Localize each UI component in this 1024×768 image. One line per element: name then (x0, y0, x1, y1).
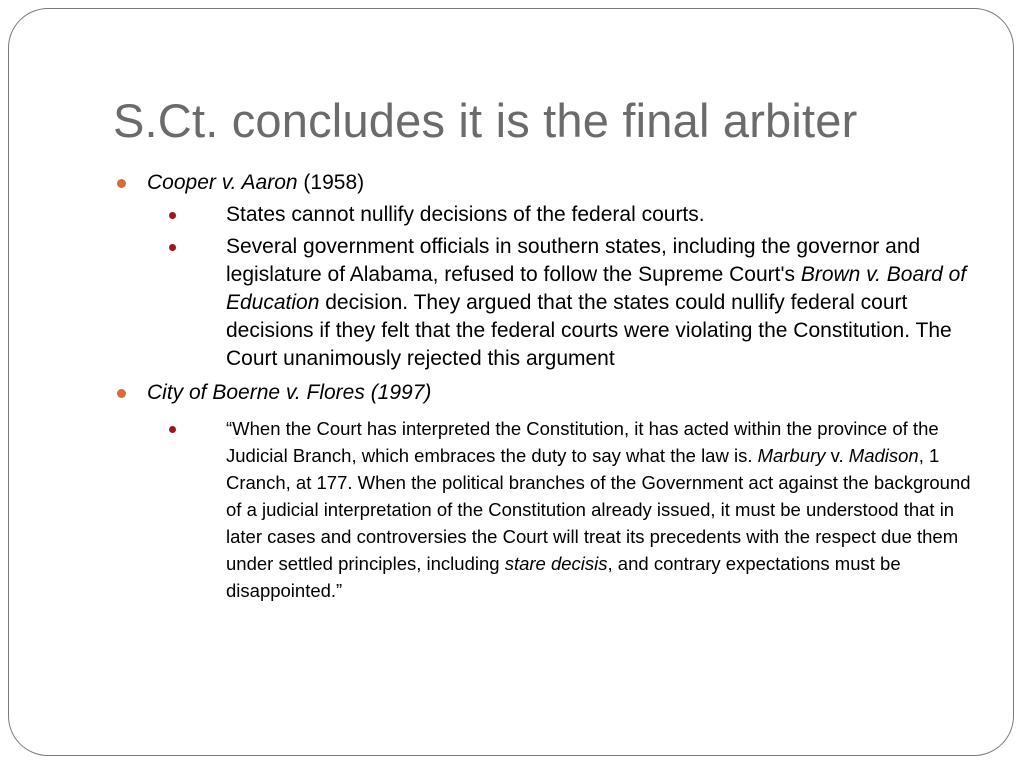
case-points (147, 415, 973, 604)
slide-title: S.Ct. concludes it is the final arbiter (113, 94, 858, 147)
case-name: Cooper v. Aaron (1958) (147, 171, 365, 194)
sub-bullet-dot-icon (169, 244, 176, 251)
case-name: City of Boerne v. Flores (1997) (147, 381, 432, 404)
bullet-dot-icon (117, 179, 126, 188)
bullet-dot-icon (117, 389, 126, 398)
case-point-text: Several government officials in southern states, including the governor and legislature of Alabama, refused to follow the Supreme Court's Brown v. Board of Education decision. They argued that the states could nullify federal court decisions if they felt that the federal courts were violating the Constitution. The Court unanimously rejected this argument (226, 235, 967, 370)
case-points (147, 201, 973, 373)
slide-frame (8, 8, 1014, 756)
case-point-text: States cannot nullify decisions of the federal courts. (226, 203, 705, 226)
sub-bullet-dot-icon (169, 426, 176, 433)
slide-content (113, 169, 973, 608)
case-cooper-v-aaron (113, 169, 973, 373)
case-city-of-boerne-v-flores (113, 379, 973, 604)
case-quote-text: “When the Court has interpreted the Constitution, it has acted within the province of the Judicial Branch, which embraces the duty to say what the law is. Marbury v. Madison, 1 Cranch, at 177. When the political branches of the Government act against the background of a judicial interpretation of the Constitution already issued, it must be understood that in later cases and controversies the Court will treat its precedents with the respect due them under settled principles, including stare decisis, and contrary expectations must be disappointed.” (226, 418, 971, 601)
case-point (147, 201, 973, 229)
case-point (147, 233, 973, 373)
sub-bullet-dot-icon (169, 212, 176, 219)
case-quote (147, 415, 973, 604)
